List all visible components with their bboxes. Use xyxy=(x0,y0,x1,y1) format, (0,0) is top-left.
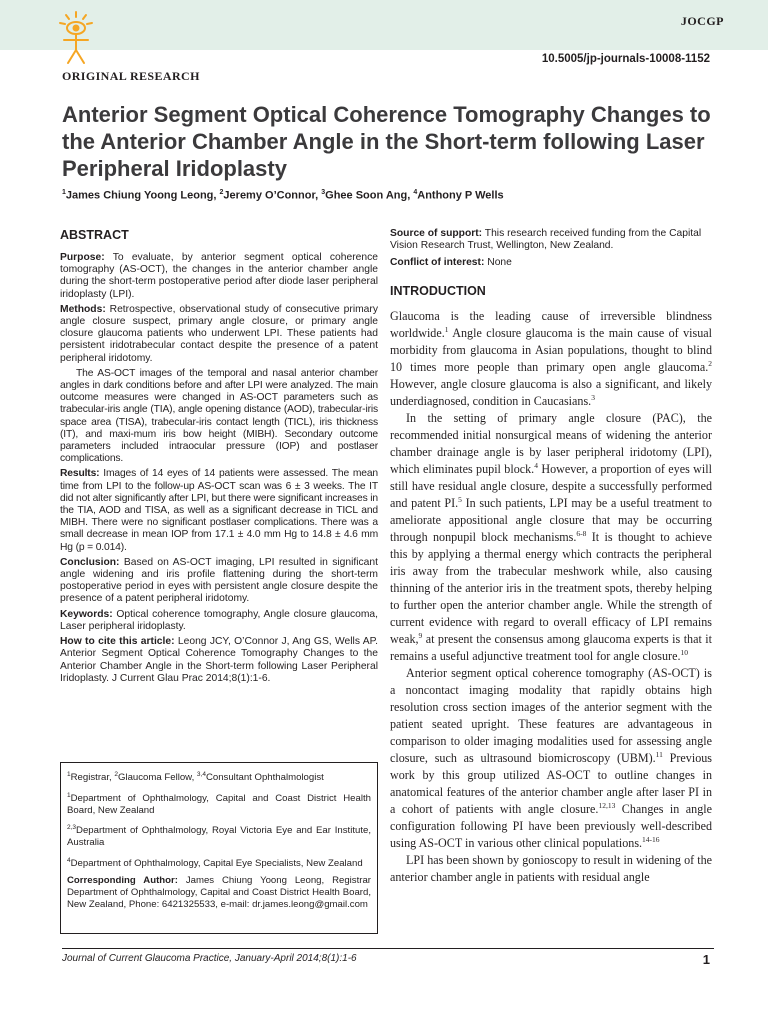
methods-text: Retrospective, observational study of consecutive primary angle closure suspect, primary angle closure, or primary angle closure glaucoma patients who underwent LPI. These patients had persistent iridotrabecular contact despite the presence of a patent peripheral iridotomy. xyxy=(60,303,378,364)
author-number: 3 xyxy=(321,189,326,196)
corresponding-label: Corresponding Author: xyxy=(67,875,178,887)
affiliation-number: 4 xyxy=(67,856,71,864)
author-name: Jeremy O’Connor, xyxy=(223,189,322,202)
intro-paragraph xyxy=(390,308,712,410)
reference-superscript: 3 xyxy=(591,392,595,402)
author-number: 1 xyxy=(62,189,66,196)
cite-label: How to cite this article: xyxy=(60,636,175,648)
purpose-label: Purpose: xyxy=(60,252,105,263)
reference-superscript: 14-16 xyxy=(642,834,660,844)
header-band xyxy=(0,0,768,50)
section-label: ORIGINAL RESEARCH xyxy=(62,69,200,83)
abstract-conclusion xyxy=(60,557,378,606)
author-roles xyxy=(67,769,371,784)
paragraph-text: In the setting of primary angle closure (PAC), the recommended initial nonsurgical means of widening the anterior chamber drainage angle is by laser peripheral iridotomy (LPI), which eliminates pupil block. xyxy=(390,410,712,476)
conclusion-text: Based on AS-OCT imaging, LPI resulted in significant angle widening and iris profile flattening during the short-term postoperative period in eyes with persistent angle closure despite the presence of a patent peripheral iridotomy. xyxy=(60,556,378,605)
author-name: Anthony P Wells xyxy=(417,189,504,202)
eye-figure-logo-icon xyxy=(58,10,94,66)
affiliation-3 xyxy=(67,855,371,870)
corresponding-text: James Chiung Yoong Leong, Registrar Department of Ophthalmology, Capital and Coast District Health Board, New Zealand, Phone: 6421325533, e-mail: dr.james.leong@gmail.com xyxy=(67,875,371,910)
citation xyxy=(60,636,378,685)
affiliation-number: 2,3 xyxy=(67,824,77,832)
reference-superscript: 6-8 xyxy=(576,528,587,538)
paragraph-text: However, a proportion of eyes will still have residual angle closure, despite a successfully performed and patent PI. xyxy=(390,461,712,510)
abstract-column xyxy=(60,228,378,688)
support-label: Source of support: xyxy=(390,228,483,239)
paragraph-text: However, angle closure glaucoma is also a significant, and likely underdiagnosed, condition in Caucasians. xyxy=(390,376,712,408)
author-name: Ghee Soon Ang, xyxy=(325,189,414,202)
affiliation-text: Department of Ophthalmology, Royal Victoria Eye and Ear Institute, Australia xyxy=(67,825,371,848)
paragraph-text: In such patients, LPI may be a useful treatment to ameliorate appositional angle closure that may be occurring through nonpupil block mechanisms. xyxy=(390,495,712,544)
results-text: Images of 14 eyes of 14 patients were assessed. The mean time from LPI to the follow-up AS-OCT scan was 6 ± 3 weeks. The IT did not alter significantly after LPI, but there were significant increases in the TIA, AOD and TISA, as well as a significant decrease in TICL and MIBH. There were no significant postlaser complications. There was a small decrease in mean IOP from 17.1 ± 4.0 mm Hg to 14.8 ± 4.6 mm Hg (p = 0.014). xyxy=(60,468,378,553)
keywords-label: Keywords: xyxy=(60,608,113,620)
affiliation-box xyxy=(60,762,378,934)
paragraph-text: It is thought to achieve this by applying a thermal energy which contracts the peripheral iris away from the trabecular meshwork while, also causing thinning of the anterior iris in the treatment spots, thereby helping to further open the anterior chamber angle. While the strength of current evidence with regard to overall efficacy of LPI remains weak, xyxy=(390,529,712,646)
role-text: Registrar, xyxy=(70,772,115,784)
abstract-heading: ABSTRACT xyxy=(60,228,129,242)
affiliation-2 xyxy=(67,822,371,848)
article-title: Anterior Segment Optical Coherence Tomography Changes to the Anterior Chamber Angle in the Short-term following Laser Peripheral Iridoplasty xyxy=(62,102,711,181)
author-name: James Chiung Yoong Leong, xyxy=(65,189,220,202)
body-column xyxy=(390,228,712,886)
paragraph-text: Glaucoma is the leading cause of irreversible blindness worldwide. xyxy=(390,308,712,340)
reference-superscript: 5 xyxy=(458,494,462,504)
conflict-text: None xyxy=(484,257,512,269)
methods-label: Methods: xyxy=(60,303,106,315)
introduction-body xyxy=(390,308,712,886)
paragraph-text: Angle closure glaucoma is the main cause of visual morbidity from glaucoma in Asian populations, thought to blind 10 times more people than primary open angle glaucoma. xyxy=(390,325,712,374)
support-text: This research received funding from the Capital Vision Research Trust, Wellington, New Zealand. xyxy=(390,228,702,252)
abstract-results xyxy=(60,468,378,553)
source-of-support xyxy=(390,228,712,252)
paragraph-text: LPI has been shown by gonioscopy to result in widening of the anterior chamber angle in patients with residual angle xyxy=(390,852,712,884)
page-number: 1 xyxy=(702,952,710,967)
abstract-methods-continued: The AS-OCT images of the temporal and nasal anterior chamber angles in dark conditions before and after LPI were analyzed. The main outcome measures were changed in AS-OCT parameters such as trabecular-iris angle (TIA), angle opening distance (AOD), trabecular-iris space area (TISA), trabecular-iris contact length (TICL), iris thickness (IT), and maxi-mum iris bow height (MIBH). Secondary outcome parameters included intraocular pressure (IOP) and postlaser complications. xyxy=(60,367,378,465)
affiliation-number: 1 xyxy=(67,791,71,799)
reference-superscript: 2 xyxy=(708,358,712,368)
keywords-text: Optical coherence tomography, Angle closure glaucoma, Laser peripheral iridoplasty. xyxy=(60,608,378,632)
affiliation-text: Department of Ophthalmology, Capital and Coast District Health Board, New Zealand xyxy=(67,792,371,816)
abstract-purpose xyxy=(60,252,378,301)
footer-rule xyxy=(62,948,714,949)
affiliation-1 xyxy=(67,790,371,816)
conflict-of-interest xyxy=(390,257,712,269)
purpose-text: To evaluate, by anterior segment optical coherence tomography (AS-OCT), the changes in the anterior chamber angle during the short-term postoperative period after diode laser peripheral iridoplasty (LPI). xyxy=(60,252,378,300)
role-text: Glaucoma Fellow, xyxy=(117,772,197,784)
doi: 10.5005/jp-journals-10008-1152 xyxy=(541,53,710,65)
paragraph-text: at present the consensus among glaucoma experts is that it remains a useful adjunctive treatment tool for angle closure. xyxy=(390,631,712,663)
cite-text: Leong JCY, O’Connor J, Ang GS, Wells AP. Anterior Segment Optical Coherence Tomography Changes to the Anterior Chamber Angle in the Short-term following Laser Peripheral Iridoplasty. J Current Glau Prac 2014;8(1):1-6. xyxy=(60,636,378,684)
role-text: Consultant Ophthalmologist xyxy=(205,772,324,784)
article-meta xyxy=(390,228,712,270)
author-number: 4 xyxy=(413,189,418,196)
author-number: 2 xyxy=(219,189,224,196)
conclusion-label: Conclusion: xyxy=(60,556,120,568)
footer-journal-citation: Journal of Current Glaucoma Practice, January-April 2014;8(1):1-6 xyxy=(62,953,357,964)
abstract-methods xyxy=(60,304,378,365)
reference-superscript: 11 xyxy=(655,749,663,759)
reference-superscript: 4 xyxy=(534,460,538,470)
reference-superscript: 12,13 xyxy=(598,800,616,810)
conflict-label: Conflict of interest: xyxy=(390,257,485,269)
author-list xyxy=(62,189,504,202)
reference-superscript: 1 xyxy=(444,324,449,334)
role-number: 3,4 xyxy=(196,771,206,778)
introduction-heading: INTRODUCTION xyxy=(390,283,486,298)
paragraph-text: Changes in angle configuration following PI have been previously well-described using AS-OCT in various other clinical populations. xyxy=(390,801,712,850)
journal-abbreviation: JOCGP xyxy=(680,14,724,28)
corresponding-author xyxy=(67,875,371,910)
results-label: Results: xyxy=(60,468,100,480)
reference-superscript: 10 xyxy=(680,647,688,657)
reference-superscript: 9 xyxy=(418,630,423,640)
paragraph-text: Previous work by this group utilized AS-OCT to outline changes in anatomical features of the anterior chamber angle after laser PI in a cohort of patients with angle closure. xyxy=(390,750,712,816)
affiliation-text: Department of Ophthalmology, Capital Eye Specialists, New Zealand xyxy=(70,857,363,869)
role-number: 1 xyxy=(67,771,71,778)
intro-paragraph xyxy=(390,852,712,886)
abstract-keywords xyxy=(60,609,378,633)
intro-paragraph xyxy=(390,410,712,665)
role-number: 2 xyxy=(114,771,118,778)
paragraph-text: Anterior segment optical coherence tomography (AS-OCT) is a noncontact imaging modality that rapidly obtains high resolution cross section images of the anterior segment with the patient seated upright. These features are advantageous in comparison to older imaging modalities used for assessing angle closure, such as ultrasound biomicroscopy (UBM). xyxy=(390,665,712,765)
intro-paragraph xyxy=(390,665,712,852)
